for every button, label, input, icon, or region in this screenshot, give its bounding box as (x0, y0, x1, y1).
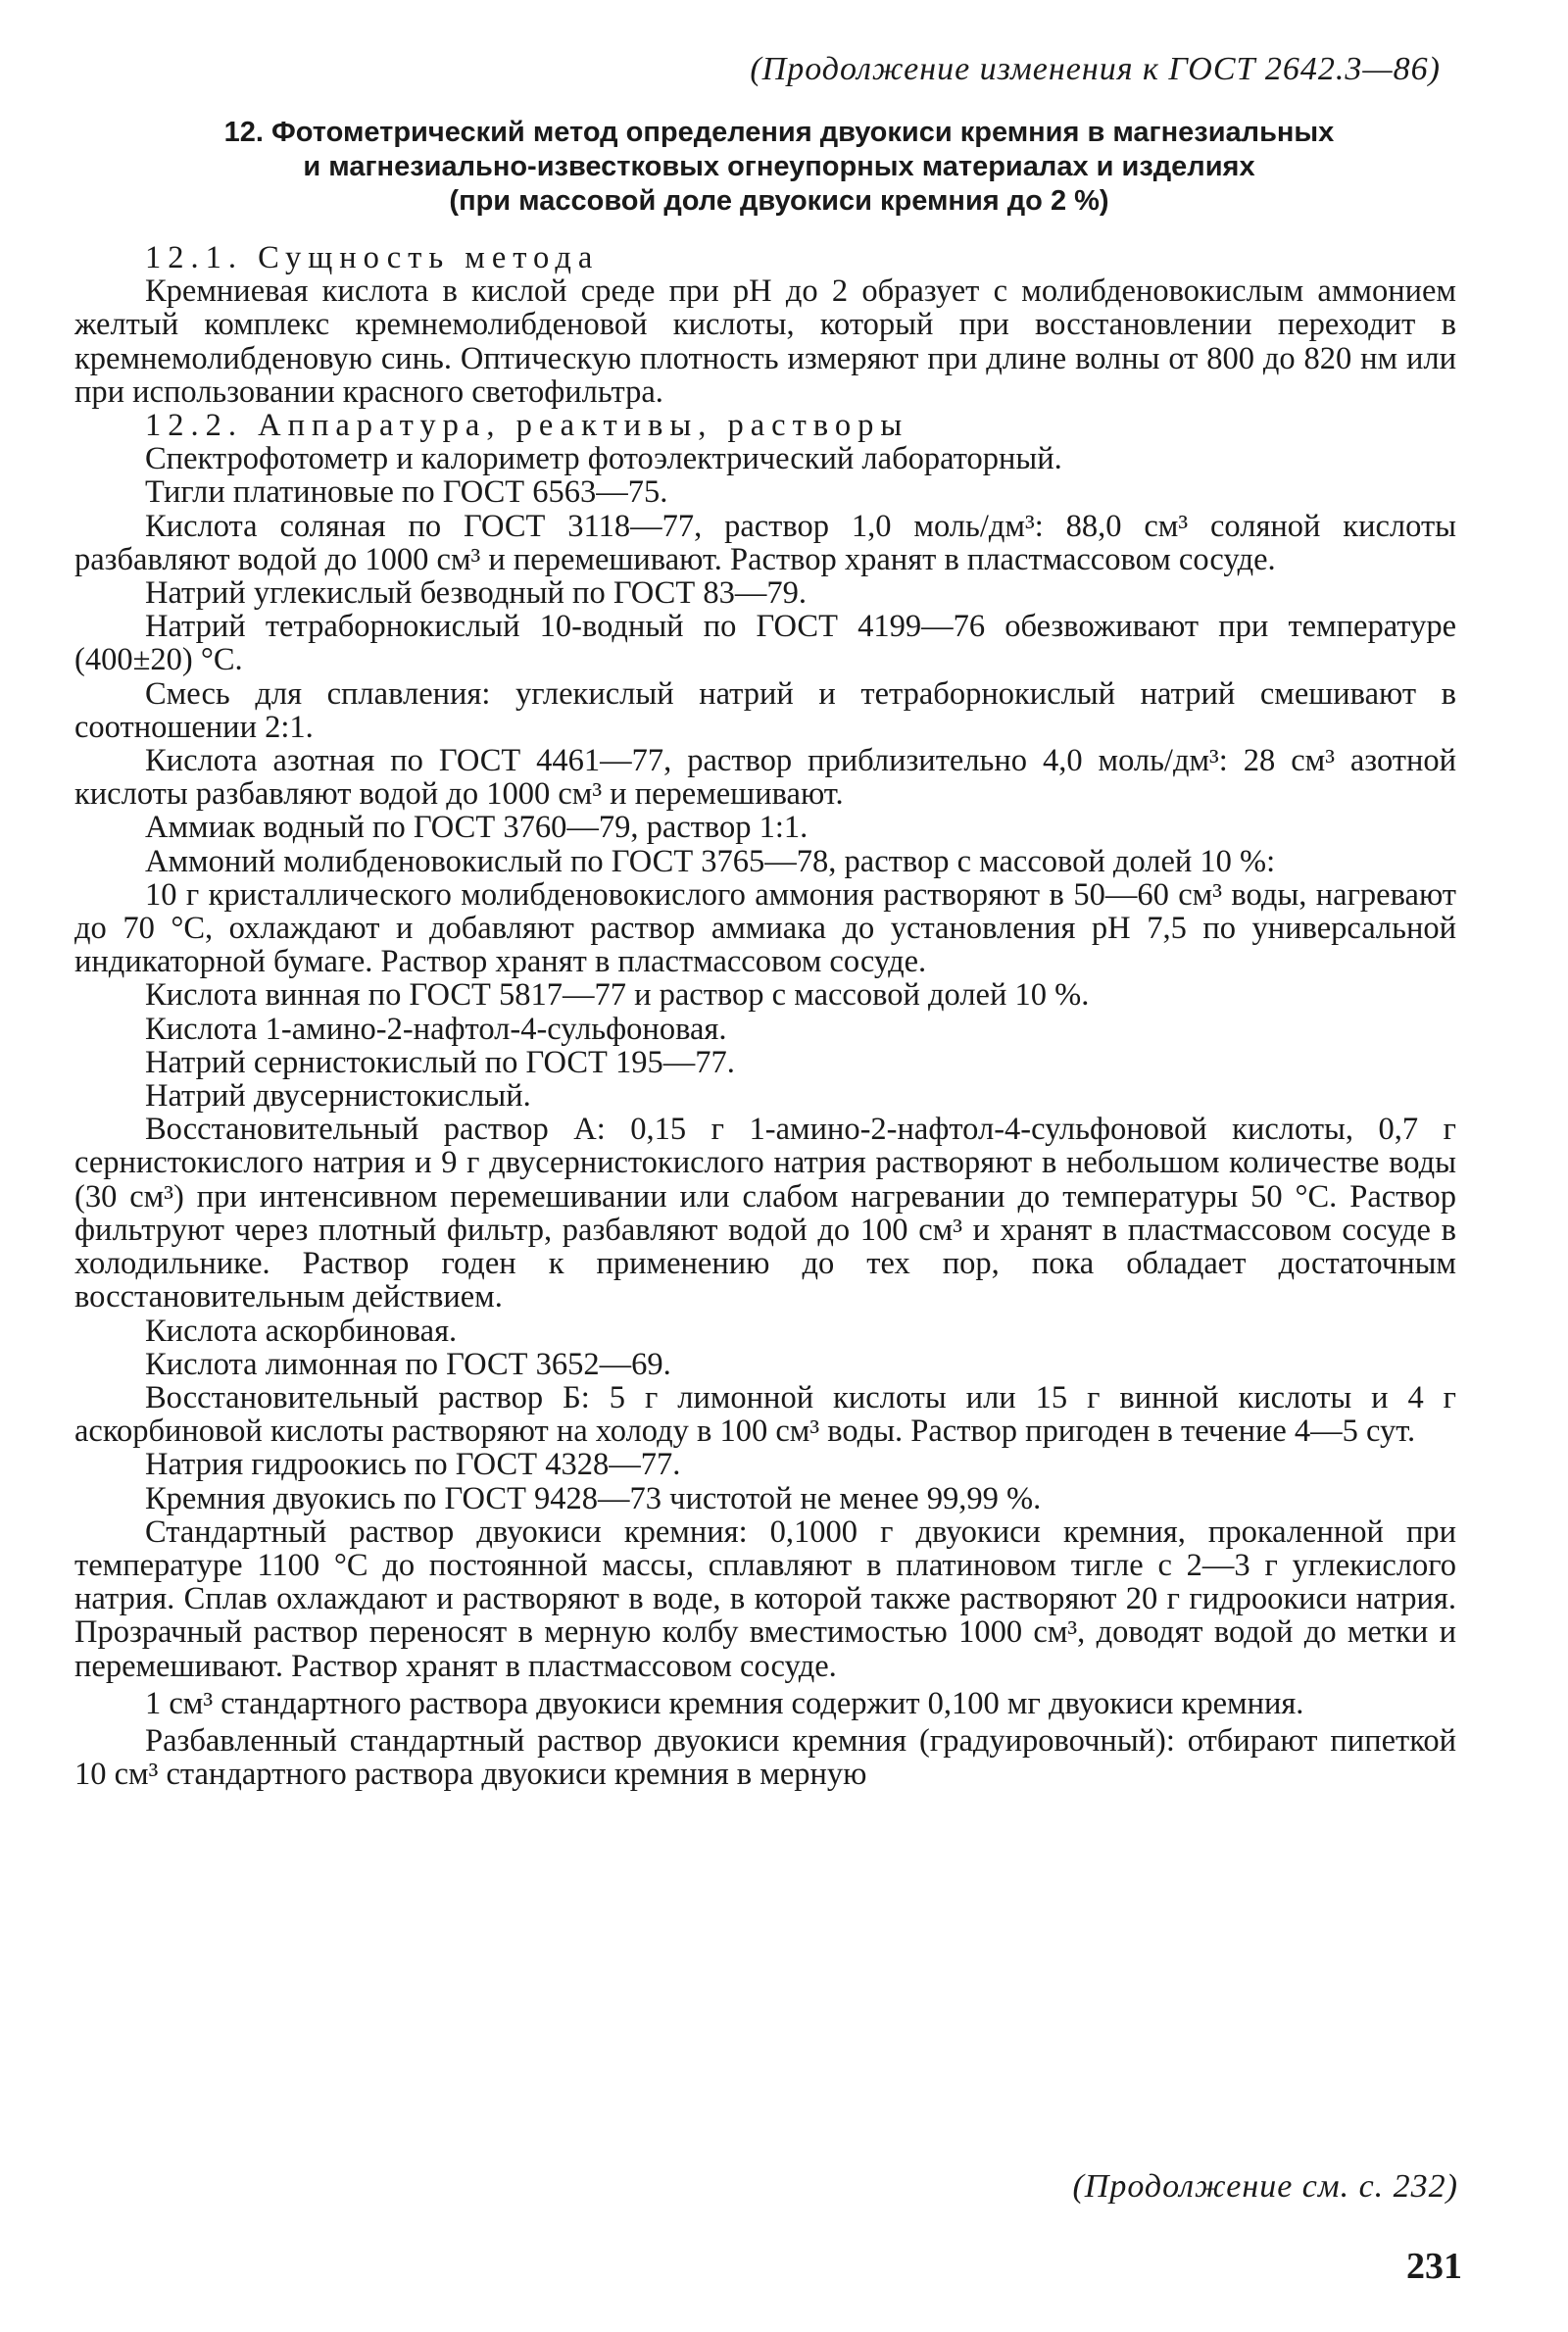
paragraph: Кислота аскорбиновая. (145, 1313, 458, 1349)
title-line: и магнезиально-известковых огнеупорных материалах и изделиях (303, 151, 1255, 182)
title-line: (при массовой доле двуокиси кремния до 2 %) (449, 185, 1109, 217)
paragraph: 10 г кристаллического молибденовокислого аммония растворяют в 50—60 см³ воды, нагревают до 70 °С, охлаждают и добавляют раствор аммиака до установления pH 7,5 по универсальной индикаторной бумаге. Раствор хранят в пластмассовом сосуде. (74, 876, 1456, 980)
paragraph: Стандартный раствор двуокиси кремния: 0,1000 г двуокиси кремния, прокаленной при температуре 1100 °С до постоянной массы, сплавляют в платиновом тигле с 2—3 г углекислого натрия. Сплав охлаждают и растворяют в воде, в которой также растворяют 20 г гидроокиси натрия. Прозрачный раствор переносят в мерную колбу вместимостью 1000 см³, доводят водой до метки и перемешивают. Раствор хранят в пластмассовом сосуде. (74, 1513, 1456, 1684)
paragraph: Натрий тетраборнокислый 10-водный по ГОСТ 4199—76 обезвоживают при температуре (400±20) °С. (74, 609, 1456, 678)
paragraph: Кислота 1-амино-2-нафтол-4-сульфоновая. (145, 1011, 727, 1047)
subsection-heading-12-2: 12.2. Аппаратура, реактивы, растворы (145, 408, 909, 444)
paragraph: Разбавленный стандартный раствор двуокиси кремния (градуировочный): отбирают пипеткой 10 см³ стандартного раствора двуокиси кремния в мерную (74, 1722, 1456, 1793)
paragraph: Тигли платиновые по ГОСТ 6563—75. (145, 474, 668, 511)
paragraph: Кислота азотная по ГОСТ 4461—77, раствор приблизительно 4,0 моль/дм³: 28 см³ азотной кислоты разбавляют водой до 1000 см³ и перемешивают. (74, 743, 1456, 813)
subsection-heading-12-1: 12.1. Сущность метода (145, 240, 600, 275)
paragraph: Натрий двусернистокислый. (145, 1078, 531, 1115)
continuation-footer: (Продолжение см. с. 232) (1072, 2168, 1458, 2205)
paragraph: Кремния двуокись по ГОСТ 9428—73 чистотой не менее 99,99 %. (145, 1480, 1042, 1516)
document-body (74, 241, 1456, 1791)
section-title (88, 116, 1470, 219)
paragraph: Кислота лимонная по ГОСТ 3652—69. (145, 1346, 671, 1382)
title-line: 12. Фотометрический метод определения двуокиси кремния в магнезиальных (223, 117, 1335, 148)
paragraph: Аммиак водный по ГОСТ 3760—79, раствор 1:1. (145, 810, 808, 846)
paragraph: Восстановительный раствор А: 0,15 г 1-амино-2-нафтол-4-сульфоновой кислоты, 0,7 г сернистокислого натрия и 9 г двусернистокислого натрия растворяют в небольшом количестве воды (30 см³) при интенсивном перемешивании или слабом нагревании до температуры 50 °С. Раствор фильтруют через плотный фильтр, разбавляют водой до 100 см³ и хранят в пластмассовом сосуде в холодильнике. Раствор годен к применению до тех пор, пока обладает достаточным восстановительным действием. (74, 1112, 1456, 1315)
paragraph: Натрий углекислый безводный по ГОСТ 83—79. (145, 575, 807, 612)
method-description: Кремниевая кислота в кислой среде при pH до 2 образует с молибденовокислым аммонием желтый комплекс кремнемолибденовой кислоты, который при восстановлении переходит в кремнемолибденовую синь. Оптическую плотность измеряют при длине волны от 800 до 820 нм или при использовании красного светофильтра. (74, 273, 1456, 410)
paragraph: Натрия гидроокись по ГОСТ 4328—77. (145, 1447, 681, 1483)
paragraph: Аммоний молибденовокислый по ГОСТ 3765—78, раствор с массовой долей 10 %: (145, 843, 1276, 879)
paragraph: Смесь для сплавления: углекислый натрий и тетраборнокислый натрий смешивают в соотношении 2:1. (74, 675, 1456, 745)
paragraph: Восстановительный раствор Б: 5 г лимонной кислоты или 15 г винной кислоты и 4 г аскорбиновой кислоты растворяют на холоду в 100 см³ воды. Раствор пригоден в течение 4—5 сут. (74, 1379, 1456, 1450)
paragraph: Кислота соляная по ГОСТ 3118—77, раствор 1,0 моль/дм³: 88,0 см³ соляной кислоты разбавляют водой до 1000 см³ и перемешивают. Раствор хранят в пластмассовом сосуде. (74, 508, 1456, 577)
paragraph: 1 см³ стандартного раствора двуокиси кремния содержит 0,100 мг двуокиси кремния. (145, 1685, 1304, 1721)
paragraph: Кислота винная по ГОСТ 5817—77 и раствор с массовой долей 10 %. (145, 977, 1090, 1014)
page-number: 231 (1406, 2246, 1462, 2287)
paragraph: Спектрофотометр и калориметр фотоэлектрический лабораторный. (145, 441, 1062, 477)
paragraph: Натрий сернистокислый по ГОСТ 195—77. (145, 1044, 735, 1080)
continuation-header: (Продолжение изменения к ГОСТ 2642.3—86) (750, 51, 1441, 87)
